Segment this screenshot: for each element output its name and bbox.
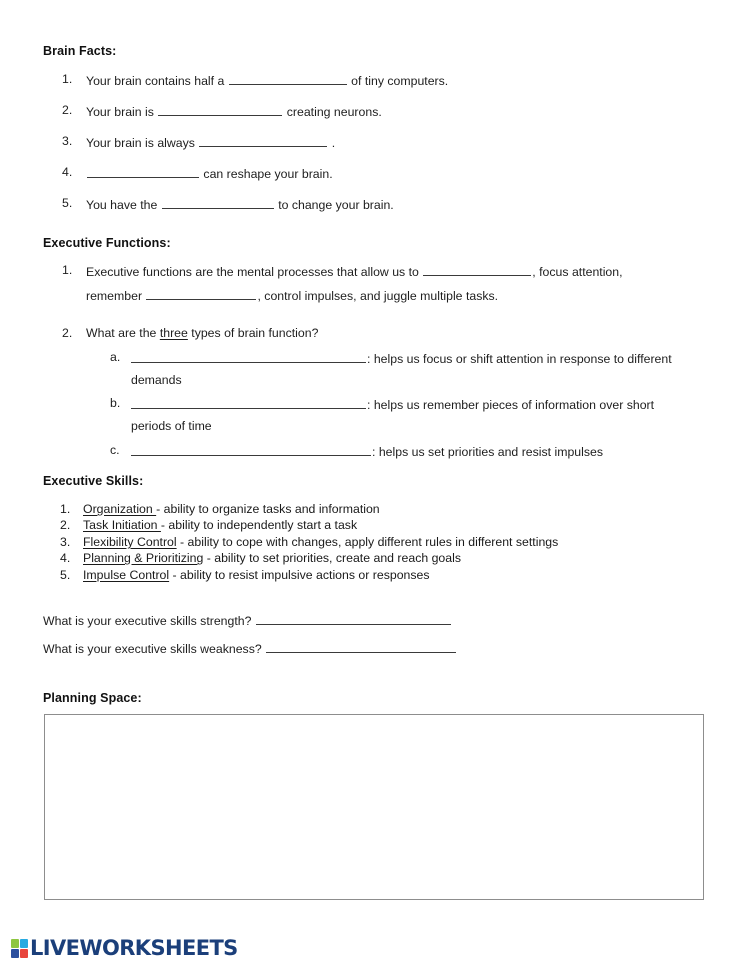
list-marker: 5. (62, 196, 73, 210)
fill-in-blank[interactable] (162, 196, 274, 209)
question-label: What is your executive skills weakness? (43, 642, 262, 656)
question-text-pre: You have the (86, 198, 158, 212)
subitem-continuation-a: demands (131, 373, 182, 387)
list-marker: 2. (60, 518, 71, 532)
liveworksheets-logo (11, 938, 238, 959)
question-brain-fact-5 (86, 196, 394, 212)
skill-name: Planning & Prioritizing (83, 551, 204, 565)
fill-in-blank[interactable] (256, 612, 451, 625)
list-marker: a. (110, 350, 121, 364)
skill-item-task-initiation (83, 518, 357, 532)
subitem-text: : helps us remember pieces of information over short (367, 398, 655, 412)
skill-description: - ability to set priorities, create and reach goals (203, 551, 461, 565)
list-marker: 4. (62, 165, 73, 179)
question-text-post: of tiny computers. (351, 74, 449, 88)
list-marker: 2. (62, 103, 73, 117)
subitem-continuation-b: periods of time (131, 419, 212, 433)
liveworksheets-grid-icon (11, 939, 28, 958)
list-marker: 4. (60, 551, 71, 565)
logo-tile-blue (11, 949, 19, 958)
skill-item-flexibility-control (83, 535, 558, 549)
skill-name: Flexibility Control (83, 535, 177, 549)
heading-executive-skills: Executive Skills: (43, 474, 144, 488)
question-text-post: creating neurons. (286, 105, 382, 119)
question-text-post: . (331, 136, 336, 150)
skill-name: Task Initiation (83, 518, 161, 532)
skill-item-planning-prioritizing (83, 551, 461, 565)
skill-item-organization (83, 502, 380, 516)
fill-in-blank[interactable] (131, 443, 371, 456)
question-text-pre: Your brain contains half a (86, 74, 225, 88)
list-marker: 3. (62, 134, 73, 148)
heading-executive-functions: Executive Functions: (43, 236, 171, 250)
question-text-pre: Your brain is (86, 105, 154, 119)
planning-space-box[interactable] (44, 714, 704, 900)
question-skills-weakness (43, 640, 457, 656)
question-brain-fact-3 (86, 134, 335, 150)
question-brain-fact-2 (86, 103, 382, 119)
skill-description: - ability to cope with changes, apply different rules in different settings (176, 535, 559, 549)
fill-in-blank[interactable] (229, 72, 347, 85)
emphasis-three: three (159, 326, 188, 340)
question-brain-fact-4 (86, 165, 333, 181)
heading-brain-facts: Brain Facts: (43, 44, 117, 58)
list-marker: 2. (62, 326, 73, 340)
subitem-text: : helps us focus or shift attention in response to different (367, 352, 672, 366)
question-skills-strength (43, 612, 452, 628)
question-text-pre: Your brain is always (86, 136, 195, 150)
question-exec-functions-1-line1 (86, 263, 623, 279)
fill-in-blank[interactable] (266, 640, 456, 653)
skill-description: - ability to independently start a task (160, 518, 358, 532)
question-text-post: , focus attention, (532, 265, 623, 279)
list-marker: 5. (60, 568, 71, 582)
fill-in-blank[interactable] (158, 103, 282, 116)
fill-in-blank[interactable] (423, 263, 531, 276)
skill-description: - ability to resist impulsive actions or responses (169, 568, 430, 582)
fill-in-blank[interactable] (146, 287, 256, 300)
fill-in-blank[interactable] (199, 134, 327, 147)
fill-in-blank[interactable] (131, 350, 366, 363)
question-label: What is your executive skills strength? (43, 614, 252, 628)
skill-description: - ability to organize tasks and information (156, 502, 380, 516)
logo-tile-red (20, 949, 28, 958)
question-text-post: can reshape your brain. (203, 167, 333, 181)
liveworksheets-wordmark: LIVEWORKSHEETS (30, 936, 238, 960)
question-exec-subitem-c (130, 443, 603, 459)
logo-tile-green (11, 939, 19, 948)
question-exec-functions-2 (86, 326, 318, 340)
skill-item-impulse-control (83, 568, 430, 582)
question-text-post: types of brain function? (187, 326, 319, 340)
list-marker: 1. (62, 72, 73, 86)
list-marker: b. (110, 396, 121, 410)
logo-tile-cyan (20, 939, 28, 948)
question-text-post: , control impulses, and juggle multiple tasks. (257, 289, 499, 303)
question-brain-fact-1 (86, 72, 448, 88)
question-exec-functions-1-line2 (86, 287, 498, 303)
question-text-pre: What are the (86, 326, 160, 340)
fill-in-blank[interactable] (131, 396, 366, 409)
question-exec-subitem-b (130, 396, 654, 412)
list-marker: 1. (62, 263, 73, 277)
subitem-text: : helps us set priorities and resist impulses (372, 445, 604, 459)
heading-planning-space: Planning Space: (43, 691, 142, 705)
question-text-pre: remember (86, 289, 143, 303)
question-exec-subitem-a (130, 350, 672, 366)
fill-in-blank[interactable] (87, 165, 199, 178)
list-marker: 3. (60, 535, 71, 549)
question-text-pre: Executive functions are the mental processes that allow us to (86, 265, 419, 279)
question-text-post: to change your brain. (278, 198, 394, 212)
list-marker: 1. (60, 502, 71, 516)
skill-name: Organization (83, 502, 157, 516)
skill-name: Impulse Control (83, 568, 170, 582)
list-marker: c. (110, 443, 120, 457)
